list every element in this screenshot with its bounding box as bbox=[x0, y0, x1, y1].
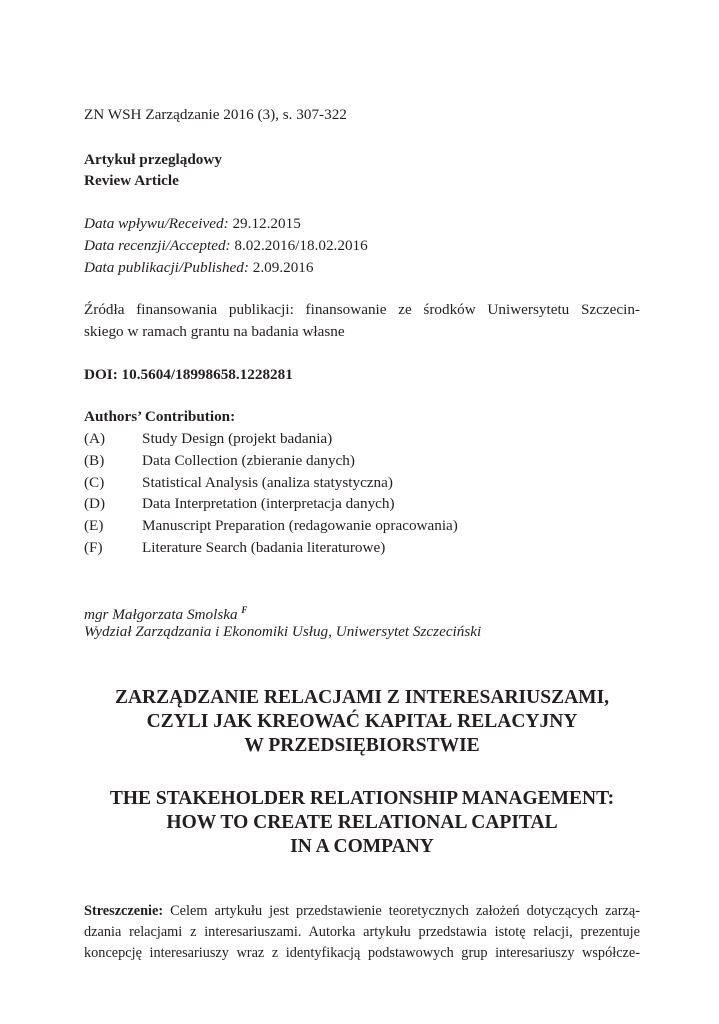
abstract-line-2: dzania relacjami z interesariuszami. Autorka artykułu przedstawia istotę relacji, prezentuje bbox=[84, 924, 640, 940]
title-pl-line-3: W PRZEDSIĘBIORSTWIE bbox=[244, 735, 480, 756]
contribution-item bbox=[84, 494, 395, 514]
date-received-label: Data wpływu/Received: bbox=[84, 215, 229, 232]
contribution-item bbox=[84, 473, 393, 493]
title-pl-line-2: CZYLI JAK KREOWAĆ KAPITAŁ RELACYJNY bbox=[146, 711, 578, 732]
abstract-line-1 bbox=[84, 901, 640, 922]
contribution-code: (F) bbox=[84, 539, 103, 556]
doi: DOI: 10.5604/18998658.1228281 bbox=[84, 366, 293, 383]
author-name-text: mgr Małgorzata Smolska bbox=[84, 606, 238, 623]
contribution-heading: Authors’ Contribution: bbox=[84, 408, 236, 425]
date-accepted bbox=[84, 236, 368, 256]
date-accepted-label: Data recenzji/Accepted: bbox=[84, 237, 231, 254]
contribution-code: (B) bbox=[84, 452, 105, 469]
date-received-value: 29.12.2015 bbox=[232, 215, 301, 232]
abstract-text-1: Celem artykułu jest przedstawienie teoretycznych założeń dotyczących zarzą- bbox=[170, 903, 640, 919]
funding-line-2: skiego w ramach grantu na badania własne bbox=[84, 323, 345, 340]
contribution-text: Manuscript Preparation (redagowanie opracowania) bbox=[142, 517, 458, 534]
article-type-en: Review Article bbox=[84, 172, 179, 189]
date-published-label: Data publikacji/Published: bbox=[84, 259, 249, 276]
date-published-value: 2.09.2016 bbox=[252, 259, 314, 276]
contribution-text: Literature Search (badania literaturowe) bbox=[142, 539, 386, 556]
abstract-label: Streszczenie: bbox=[84, 903, 164, 919]
abstract-line-3: koncepcję interesariuszy wraz z identyfikacją podstawowych grup interesariuszy współcze- bbox=[84, 945, 640, 961]
title-pl-line-1: ZARZĄDZANIE RELACJAMI Z INTERESARIUSZAMI, bbox=[114, 687, 610, 708]
contribution-item bbox=[84, 516, 458, 536]
article-type-pl: Artykuł przeglądowy bbox=[84, 151, 222, 168]
contribution-item bbox=[84, 429, 332, 449]
contribution-code: (C) bbox=[84, 474, 105, 491]
title-en-line-2: HOW TO CREATE RELATIONAL CAPITAL bbox=[166, 812, 558, 833]
date-published bbox=[84, 258, 313, 278]
contribution-text: Study Design (projekt badania) bbox=[142, 430, 333, 447]
funding-line-1: Źródła finansowania publikacji: finansowanie ze środków Uniwersytetu Szczecin- bbox=[84, 301, 640, 318]
title-en-line-1: THE STAKEHOLDER RELATIONSHIP MANAGEMENT: bbox=[109, 788, 615, 809]
contribution-code: (D) bbox=[84, 495, 106, 512]
title-en-line-3: IN A COMPANY bbox=[290, 836, 434, 857]
date-accepted-value: 8.02.2016/18.02.2016 bbox=[234, 237, 368, 254]
author-affiliation: Wydział Zarządzania i Ekonomiki Usług, Uniwersytet Szczeciński bbox=[84, 623, 482, 640]
contribution-text: Data Interpretation (interpretacja danych) bbox=[142, 495, 395, 512]
contribution-item bbox=[84, 538, 385, 558]
contribution-text: Statistical Analysis (analiza statystyczna) bbox=[142, 474, 393, 491]
contribution-code: (E) bbox=[84, 517, 104, 534]
date-received bbox=[84, 214, 301, 234]
journal-reference: ZN WSH Zarządzanie 2016 (3), s. 307-322 bbox=[84, 106, 347, 123]
author-contribution-mark: F bbox=[241, 605, 248, 615]
contribution-code: (A) bbox=[84, 430, 106, 447]
contribution-text: Data Collection (zbieranie danych) bbox=[142, 452, 355, 469]
contribution-item bbox=[84, 451, 355, 471]
